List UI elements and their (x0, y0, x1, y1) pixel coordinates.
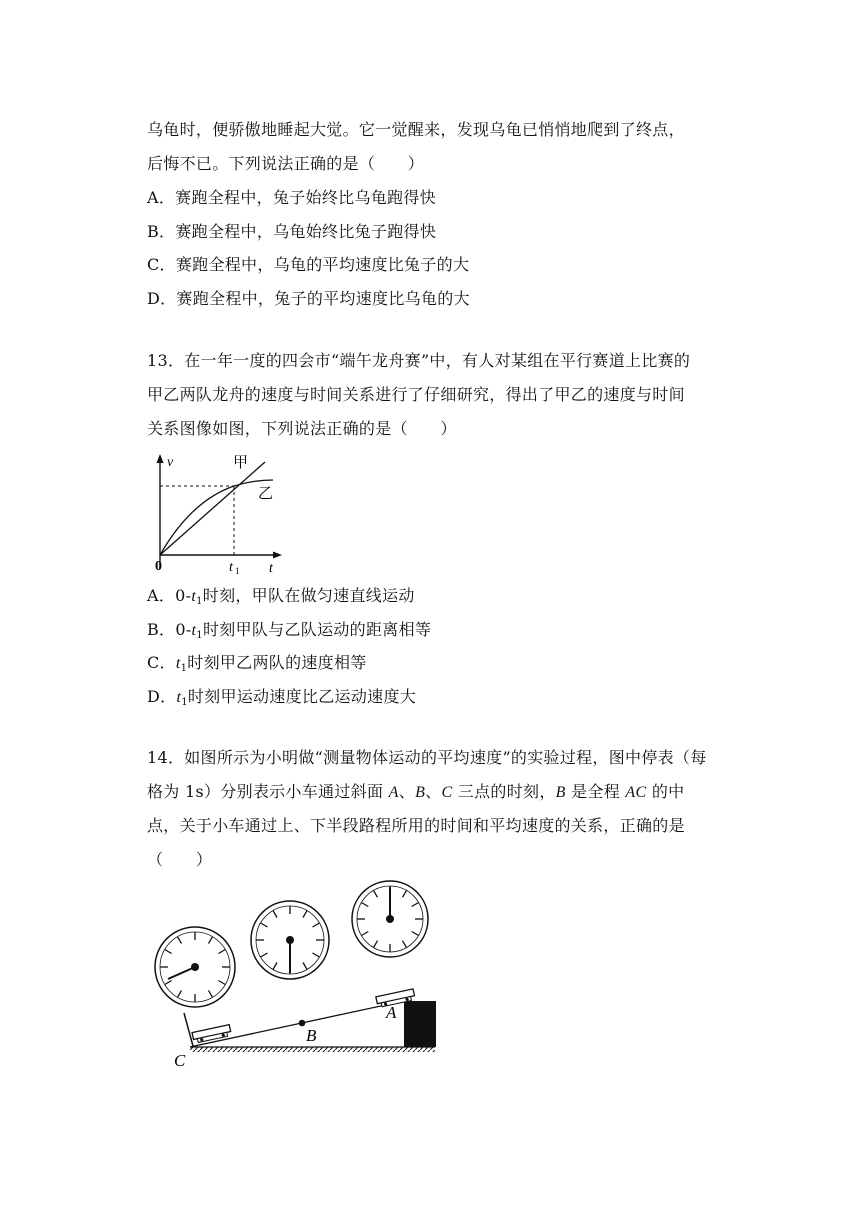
q14-line-2-text-d: 的中 (646, 782, 685, 801)
v-axis-label: v (167, 455, 174, 470)
q14-line-3: 点，关于小车通过上、下半段路程所用的时间和平均速度的关系，正确的是 (147, 816, 685, 835)
q13-option-c-sub: 1 (180, 663, 188, 674)
support-block (404, 1001, 436, 1047)
q13-option-d (147, 686, 416, 714)
t-axis-label: t (269, 561, 273, 575)
q13-option-a-var: t (191, 588, 197, 605)
label-c: C (174, 1051, 186, 1070)
label-b: B (306, 1026, 317, 1045)
q12-option-d: D．赛跑全程中，兔子的平均速度比乌龟的大 (147, 289, 470, 308)
q13-option-d-prefix: D． (147, 687, 177, 706)
yi-label: 乙 (258, 486, 274, 502)
q13-option-d-text: 时刻甲运动速度比乙运动速度大 (187, 687, 417, 706)
incline-surface (190, 1001, 404, 1047)
q13-option-a-text: 时刻，甲队在做匀速直线运动 (202, 586, 415, 605)
q12-line-2: 后悔不已。下列说法正确的是（ ） (147, 154, 425, 173)
q12-option-c: C．赛跑全程中，乌龟的平均速度比兔子的大 (147, 255, 470, 274)
q13-option-c-var: t (175, 655, 181, 672)
t-axis-arrow (273, 552, 282, 559)
t1-subscript: 1 (235, 566, 240, 575)
q13-option-b-var: t (191, 622, 197, 639)
stopwatch-c-icon (155, 927, 235, 1007)
stopwatch-b-icon (251, 901, 329, 979)
q13-line-2: 甲乙两队龙舟的速度与时间关系进行了仔细研究，得出了甲乙的速度与时间 (147, 385, 685, 404)
q14-line-2-text-a: 格为 1s）分别表示小车通过斜面 (147, 782, 389, 801)
q14-segment-ac: AC (625, 784, 647, 801)
point-b-dot (299, 1020, 306, 1027)
q14-point-b: B (415, 784, 426, 801)
q14-point-a: A (388, 784, 399, 801)
jia-line (160, 462, 265, 555)
q14-line-2-text-c: 是全程 (565, 782, 626, 801)
q12-option-b: B．赛跑全程中，乌龟始终比兔子跑得快 (147, 222, 437, 241)
q13-option-d-var: t (176, 689, 182, 706)
q13-option-a (147, 585, 415, 613)
q13-option-c-text: 时刻甲乙两队的速度相等 (187, 653, 367, 672)
cart-at-c (192, 1025, 231, 1044)
q14-sep-2: 、 (425, 782, 442, 801)
q13-option-b (147, 619, 431, 647)
ground-hatching (190, 1047, 435, 1052)
q14-point-b-2: B (555, 784, 566, 801)
q14-line-2 (147, 781, 684, 804)
q13-line-3: 关系图像如图，下列说法正确的是（ ） (147, 419, 457, 438)
q14-line-2-text-b: 三点的时刻， (452, 782, 556, 801)
q13-option-c (147, 652, 367, 680)
t1-label: t (229, 560, 233, 575)
q13-option-b-text: 时刻甲队与乙队运动的距离相等 (202, 620, 432, 639)
q13-option-a-prefix: A．0- (147, 586, 192, 605)
q14-line-4: （ ） (147, 850, 213, 869)
q13-line-1: 13．在一年一度的四会市“端午龙舟赛”中，有人对某组在平行赛道上比赛的 (147, 351, 691, 370)
stop-plate (184, 1013, 193, 1046)
q13-option-a-sub: 1 (196, 596, 203, 607)
stopwatch-a-icon (352, 881, 428, 957)
incline-experiment-figure (150, 875, 450, 1075)
q12-option-a: A．赛跑全程中，兔子始终比乌龟跑得快 (147, 188, 436, 207)
q13-option-c-prefix: C． (147, 653, 176, 672)
q13-option-b-prefix: B．0- (147, 620, 192, 639)
velocity-time-graph (145, 450, 285, 575)
q14-line-1: 14．如图所示为小明做“测量物体运动的平均速度”的实验过程，图中停表（每 (147, 748, 707, 767)
q13-option-d-sub: 1 (181, 697, 188, 708)
q14-point-c: C (441, 784, 453, 801)
jia-label: 甲 (233, 455, 249, 471)
label-a: A (386, 1003, 397, 1022)
yi-curve (160, 480, 273, 555)
q14-sep-1: 、 (398, 782, 416, 801)
q12-line-1: 乌龟时，便骄傲地睡起大觉。它一觉醒来，发现乌龟已悄悄地爬到了终点， (147, 120, 685, 139)
q13-option-b-sub: 1 (196, 630, 203, 641)
v-axis-arrow (157, 454, 164, 463)
origin-label: 0 (155, 559, 162, 574)
